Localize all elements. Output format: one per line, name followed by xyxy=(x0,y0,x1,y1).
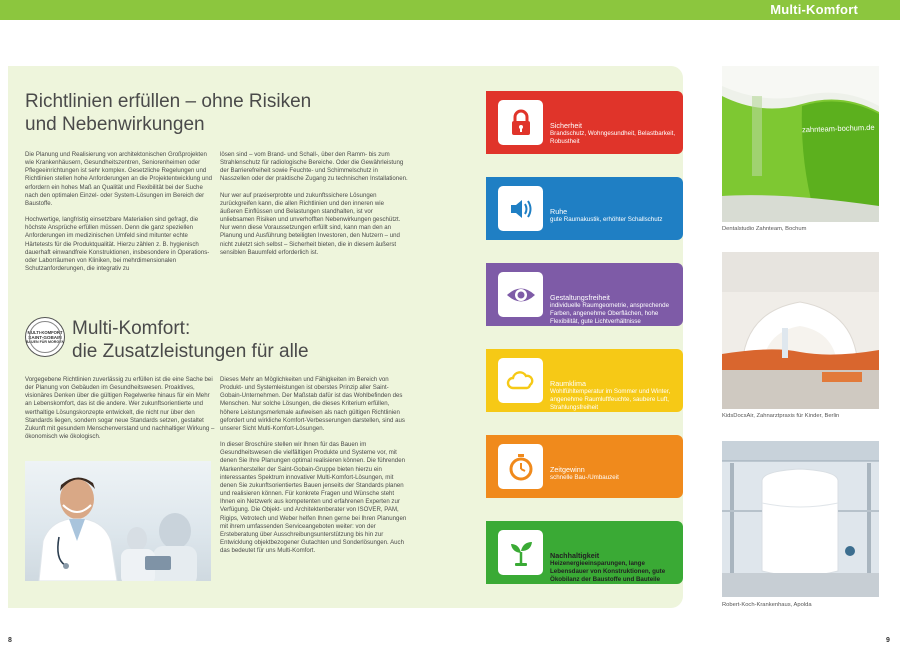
eye-icon xyxy=(498,272,543,317)
dentalstudio-illustration xyxy=(722,66,879,222)
section1-column-2 xyxy=(220,151,408,265)
photo-robert-koch-krankenhaus xyxy=(722,441,879,597)
tile-ruhe xyxy=(486,177,683,240)
section1-title-line1: Richtlinien erfüllen – ohne Risiken xyxy=(25,91,312,112)
doctor-illustration xyxy=(25,461,211,581)
section1-title-line2: und Nebenwirkungen xyxy=(25,114,205,135)
tile-sicherheit xyxy=(486,91,683,154)
tile-zeitgewinn xyxy=(486,435,683,498)
seedling-icon xyxy=(498,530,543,575)
section2-column-2 xyxy=(220,376,408,563)
tile-description: gute Raumakustik, erhöhter Schallschutz xyxy=(550,216,663,223)
seal-text-middle: SAINT-GOBAIN xyxy=(28,334,62,340)
wall-sign-text: zahnteam-bochum.de xyxy=(801,122,875,135)
hospital-illustration xyxy=(722,441,879,597)
tile-gestaltungsfreiheit xyxy=(486,263,683,326)
photo-caption: Dentalstudio Zahnteam, Bochum xyxy=(722,226,807,232)
paragraph: Vorgegebene Richtlinien zuverlässig zu erfüllen ist die eine Sache bei der Planung von Gebäuden im Gesundheitswesen. Proaktives, visionäres Denken über die gültigen Regelwerke hinaus für ein Mehr an Lebenskomfort, das ist die andere. Wer zukunftsorientierte und werthaltige Lösungskonzepte entwickelt, die nicht nur über den Standards liegen, sondern sogar neue Standards setzen, gestaltet Zukunft mit gesundem Menschenverstand und nachhaltiger Wirkung – ökonomisch wie ökologisch. xyxy=(25,376,215,441)
paragraph: In dieser Broschüre stellen wir Ihnen für das Bauen im Gesundheitswesen die vielfältigen Produkte und Systeme vor, mit denen Sie Ihre Planungen optimal realisieren können. Die führenden Markenhersteller der Saint-Gobain-Gruppe bieten hierzu ein interessantes Spektrum innovativer Multi-Komfort-Lösungen, mit denen Sie zukunftsorientiertes Bauen jenseits der Standards planen und realisieren können. Für konkrete Fragen und Wünsche steht Ihnen ein Netzwerk aus kompetenten und erfahrenen Experten zur Verfügung. Die Objekt- und Architektenberater von ISOVER, PAM, Rigips, Vetrotech und Weber helfen Ihnen gerne bei Ihren Planungen mit ihrem umfassenden Serviceangeboten weiter: von der Ersteberatung über Ausschreibungsunterstützung bis hin zur Entwicklung objektbezogener Gutachten und Sonderlösungen. Auch das bedeutet für uns Multi-Komfort. xyxy=(220,441,407,555)
section2-title-line2: die Zusatzleistungen für alle xyxy=(72,341,309,362)
page-number-left: 8 xyxy=(8,637,12,644)
tile-description: Wohlfühltemperatur im Sommer und Winter, angenehme Raumluftfeuchte, saubere Luft, Strahlungsfreiheit xyxy=(550,388,671,411)
tile-description: Heizenergieeinsparungen, lange Lebensdauer von Konstruktionen, gute Ökobilanz der Baustoffe und Bauteile xyxy=(550,560,666,583)
page-number-right: 9 xyxy=(886,637,890,644)
photo-dentalstudio xyxy=(722,66,879,222)
seal-text-top: MULTI-KOMFORT xyxy=(27,329,63,335)
tile-title: Raumklima xyxy=(550,379,586,388)
tile-title: Gestaltungsfreiheit xyxy=(550,293,610,302)
doctor-photo xyxy=(25,461,211,581)
tile-description: individuelle Raumgeometrie, ansprechende Farben, angenehme Oberflächen, hohe Flexibilität, gute Lichtverhältnisse xyxy=(550,302,670,325)
kidsdocsair-illustration xyxy=(722,252,879,409)
tile-title: Zeitgewinn xyxy=(550,465,585,474)
photo-kidsdocsair xyxy=(722,252,879,409)
stopwatch-icon xyxy=(498,444,543,489)
tile-title: Sicherheit xyxy=(550,121,582,130)
tile-title: Ruhe xyxy=(550,207,568,216)
photo-caption: KidsDocsAir, Zahnarztpraxis für Kinder, Berlin xyxy=(722,413,840,419)
seal-text-bottom: BAUEN FÜR MORGEN xyxy=(25,339,65,344)
section-label: Multi-Komfort xyxy=(770,2,858,17)
header-bar xyxy=(0,0,900,20)
cloud-icon xyxy=(498,358,543,403)
section2-column-1 xyxy=(25,376,215,449)
tile-title: Nachhaltigkeit xyxy=(550,551,600,560)
paragraph: Dieses Mehr an Möglichkeiten und Fähigkeiten im Bereich von Produkt- und Systemleistungen ist oberstes Prinzip aller Saint-Gobain-Unternehmen. Der Maßstab dafür ist das Wohlbefinden des Menschen. Nur solche Lösungen, die dieses Kriterium erfüllen, höhere Leistungsmerkmale aufweisen als nach gültigen Richtlinien gefordert und wirkliche Komfort-Verbesserungen darstellen, sind aus unserer Sicht Multi-Komfort-Lösungen. xyxy=(220,376,405,432)
tile-nachhaltigkeit xyxy=(486,521,683,584)
tile-description: Brandschutz, Wohngesundheit, Belastbarkeit, Robustheit xyxy=(550,130,676,145)
paragraph: lösen sind – vom Brand- und Schall-, über den Ramm- bis zum Strahlenschutz für radiologische Bereiche. Oder die Gewährleistung der Barrierefreiheit sowie Feuchte- und Schimmelschutz in Nasszellen oder der praktische Zugang zu technischen Installationen. xyxy=(220,151,408,183)
multi-komfort-seal xyxy=(25,317,65,357)
tile-description: schnelle Bau-/Umbauzeit xyxy=(550,474,619,481)
section2-title xyxy=(72,317,332,363)
paragraph: Nur wer auf praxiserprobte und zukunftssichere Lösungen zurückgreifen kann, die allen Richtlinien und den inneren wie äußeren Einflüssen und Belastungen standhalten, ist vor unliebsamen Risiken und unverhofften Nebenwirkungen geschützt. Nur wenn diese Voraussetzungen erfüllt sind, kann man den an Planung und Ausführung beteiligten Investoren, den Nutzern – und nicht zuletzt sich selbst – Sicherheit bieten, die in diesem äußerst sensiblen Bauumfeld erforderlich ist. xyxy=(220,191,401,256)
speaker-icon xyxy=(498,186,543,231)
paragraph: Die Planung und Realisierung von architektonischen Großprojekten wie Krankenhäusern, Gesundheitszentren, Seniorenheimen oder Pflegeeinrichtungen ist sehr komplex. Gesetzliche Regelungen und Richtlinien stellen hohe Anforderungen an die Projektentwicklung und erfordern ein hohes Maß an Qualität und Flexibilität bei der Suche nach den optimalen Einzel- oder System-Lösungen im Bereich der Baustoffe. xyxy=(25,151,212,207)
section2-title-line1: Multi-Komfort: xyxy=(72,318,191,339)
lock-icon xyxy=(498,100,543,145)
photo-caption: Robert-Koch-Krankenhaus, Apolda xyxy=(722,602,812,608)
tile-raumklima xyxy=(486,349,683,412)
section1-column-1 xyxy=(25,151,215,281)
section1-title xyxy=(25,90,325,136)
paragraph: Hochwertige, langfristig einsetzbare Materialien sind gefragt, die höchste Ansprüche erfüllen müssen. Denn die ganz speziellen Anforderungen im medizinischen Umfeld sind mitunter echte Härtetests für die Produktqualität. Hierzu zählen z. B. hygienisch dauerhaft einwandfreie Konstruktionen, insbesondere in Operations- oder Laborräumen von Kliniken, bei mehrdimensionalen Schutzanforderungen, die integrativ zu xyxy=(25,216,210,273)
